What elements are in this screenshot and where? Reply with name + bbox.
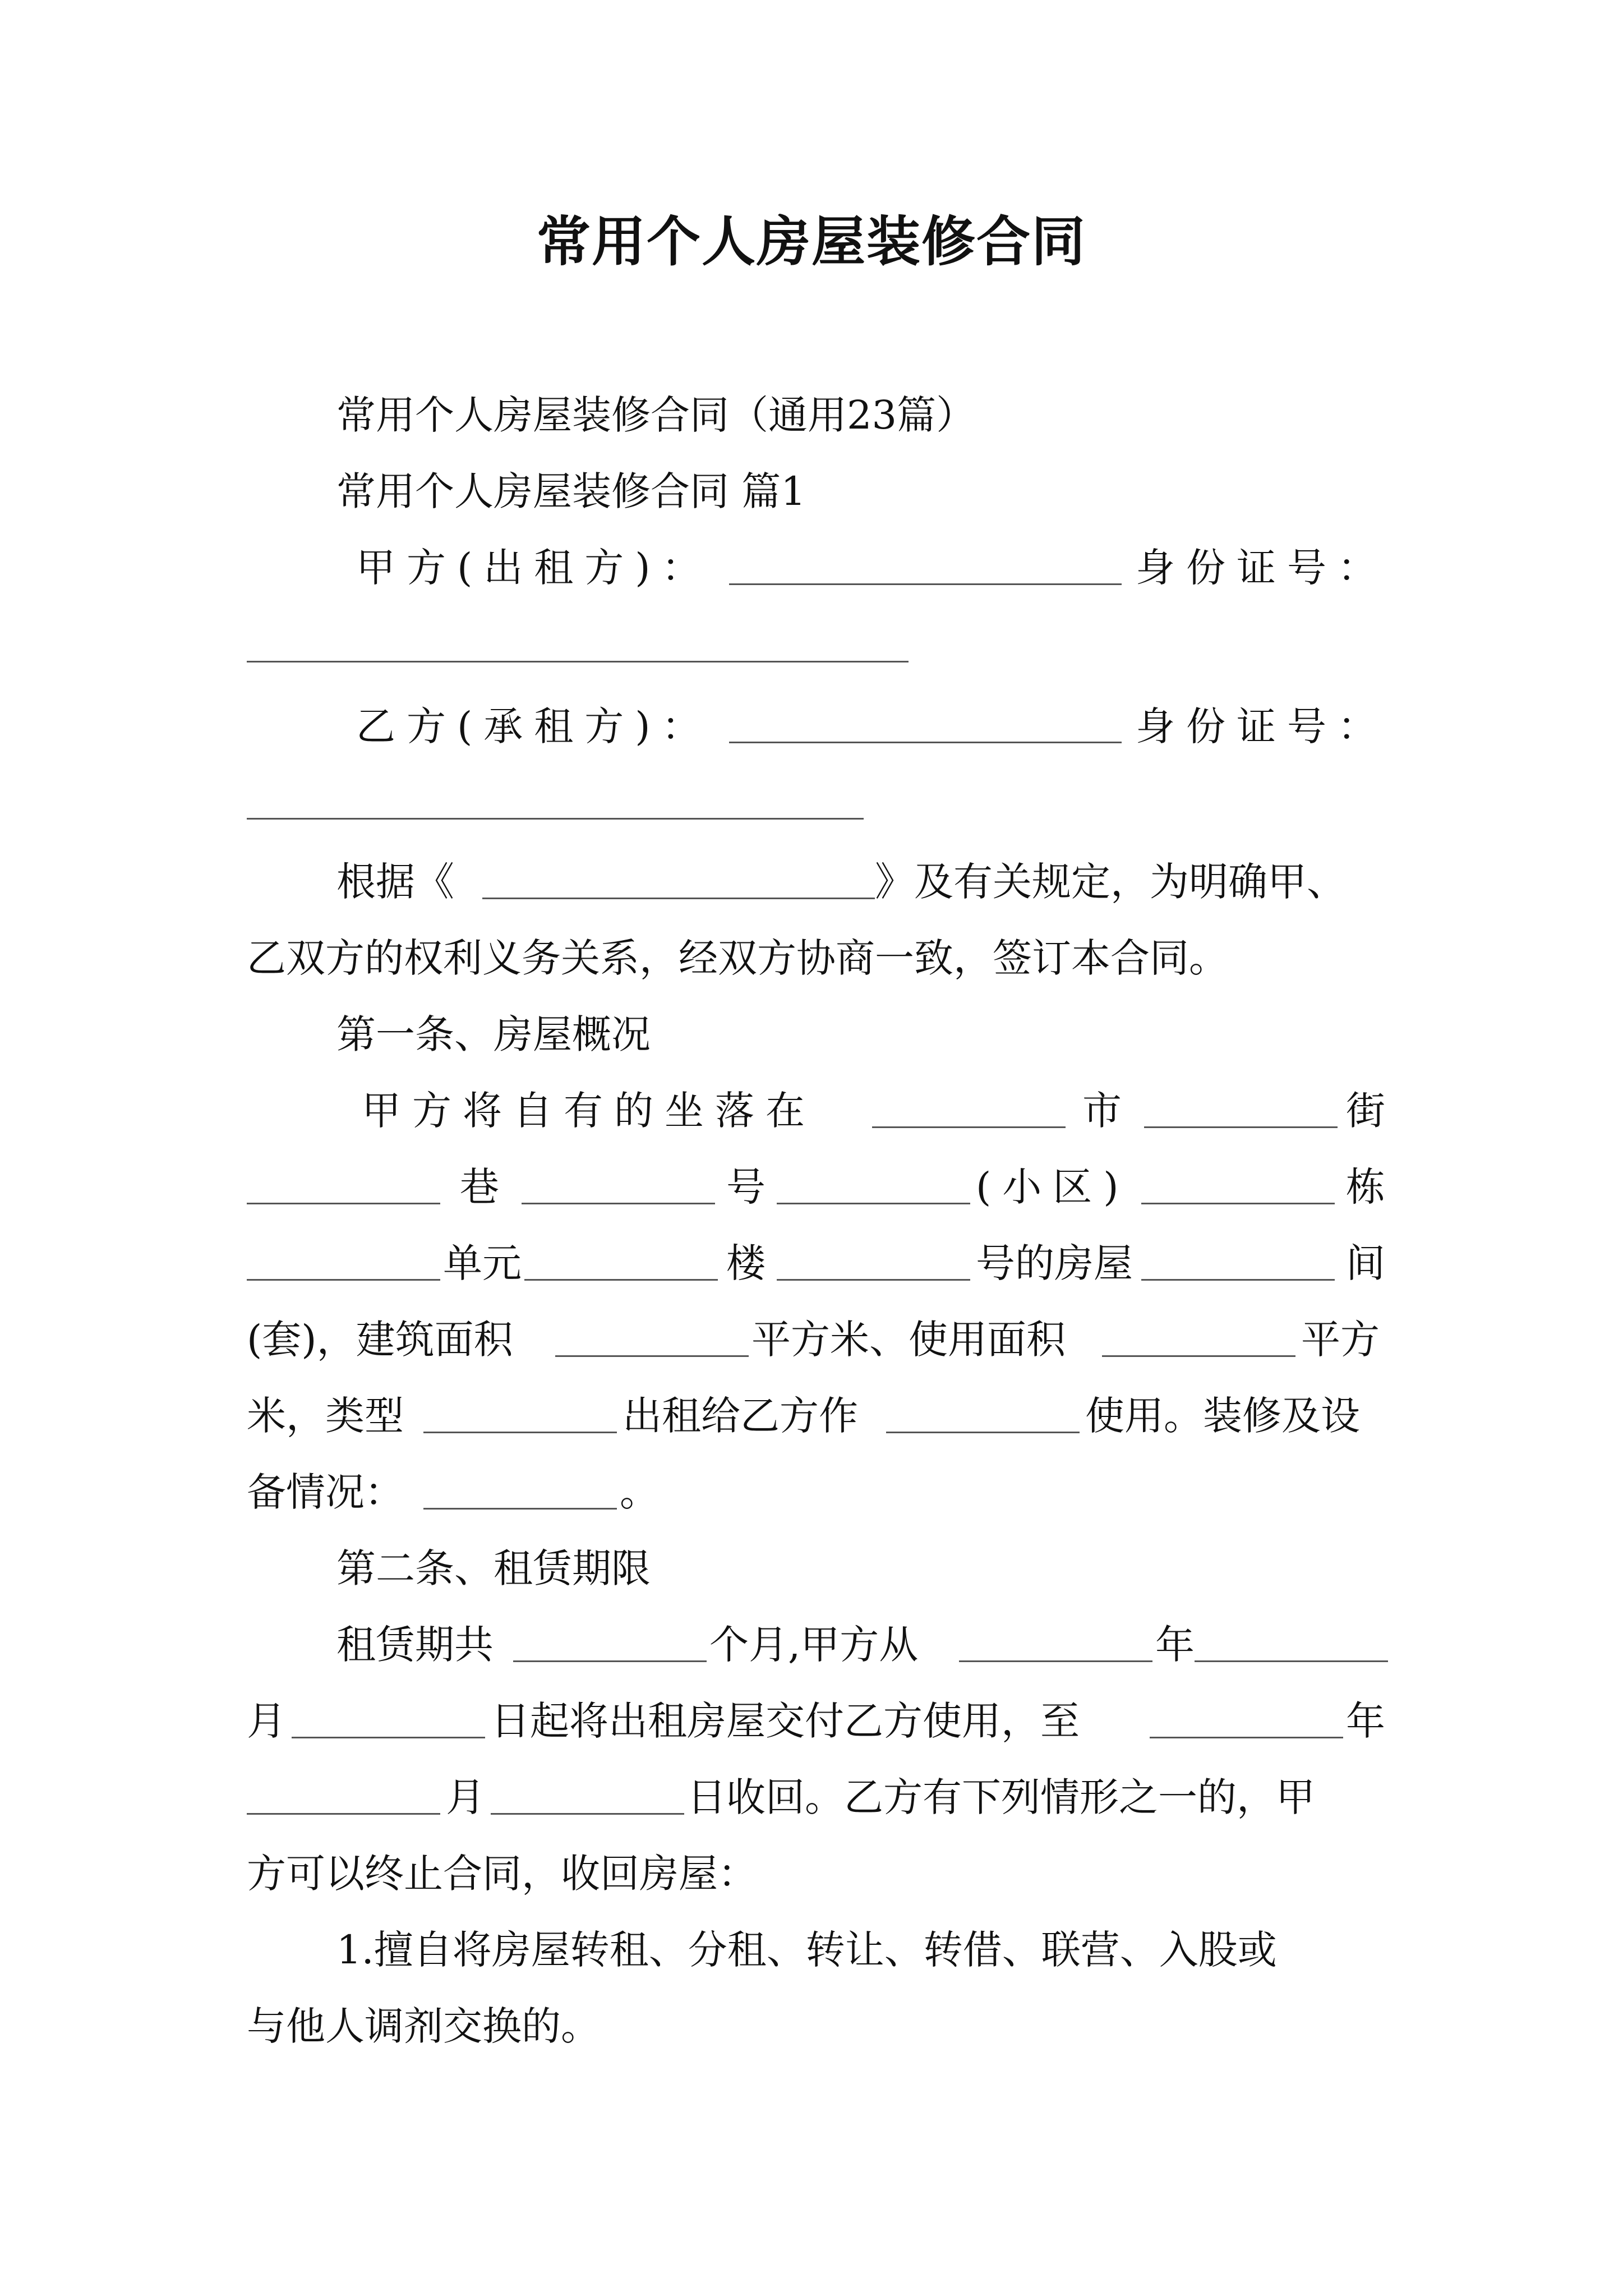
a2-l2-c: 年 (1346, 1698, 1385, 1744)
a1-l2-d: 栋 (1346, 1164, 1385, 1210)
party-a-name-blank (729, 583, 1122, 585)
blank-equipment (423, 1508, 617, 1510)
blank-floor (524, 1279, 718, 1281)
document-subtitle: 常用个人房屋装修合同（通用23篇） (336, 392, 976, 438)
party-a-label: 甲方(出租方)： (356, 545, 712, 591)
blank-number (522, 1203, 715, 1204)
a1-l5-b: 出租给乙方作 (623, 1393, 858, 1439)
blank-end-day (491, 1813, 684, 1815)
a1-l1-a: 甲方将自有的坐落在 (362, 1088, 816, 1134)
a1-l2-b: 号 (726, 1164, 766, 1210)
basis-law-blank (482, 898, 875, 899)
a1-l4-b: 平方米、使用面积 (751, 1317, 1066, 1363)
a1-l5-c: 使用。装修及设 (1085, 1393, 1360, 1439)
article1-heading: 第一条、房屋概况 (336, 1011, 651, 1057)
blank-start-month (1195, 1660, 1388, 1662)
blank-end-month (247, 1813, 440, 1815)
blank-type (423, 1432, 617, 1433)
blank-built-area (555, 1355, 749, 1357)
a2-l1-b: 个月,甲方从 (709, 1622, 919, 1668)
blank-usable-area (1102, 1355, 1295, 1357)
a1-l2-a: 巷 (460, 1164, 499, 1210)
party-b-id-label: 身份证号： (1136, 703, 1388, 749)
basis-para-start: 根据《 (336, 859, 454, 905)
a1-l4-a: (套)，建筑面积 (247, 1317, 513, 1363)
part-heading: 常用个人房屋装修合同 篇1 (336, 468, 806, 514)
blank-building (1141, 1203, 1335, 1204)
blank-city (872, 1126, 1066, 1128)
a1-l4-c: 平方 (1301, 1317, 1380, 1363)
a2-l1-c: 年 (1155, 1622, 1195, 1668)
article2-heading: 第二条、租赁期限 (336, 1545, 651, 1591)
a1-l3-c: 号的房屋 (976, 1240, 1133, 1286)
item1-line2: 与他人调剂交换的。 (247, 2003, 600, 2049)
a2-l2-b: 日起将出租房屋交付乙方使用，至 (491, 1698, 1080, 1744)
a1-l3-d: 间 (1346, 1240, 1385, 1286)
a1-l3-b: 楼 (726, 1240, 766, 1286)
party-b-id-blank (247, 818, 864, 820)
document-title: 常用个人房屋装修合同 (537, 210, 1086, 273)
blank-street (1144, 1126, 1338, 1128)
a1-l6-a: 备情况： (247, 1469, 404, 1515)
a2-l3-a: 月 (446, 1774, 485, 1820)
party-a-id-label: 身份证号： (1136, 545, 1388, 591)
blank-start-day (292, 1737, 485, 1738)
party-b-name-blank (729, 742, 1122, 743)
basis-para-line2: 乙双方的权利义务关系，经双方协商一致，签订本合同。 (247, 935, 1228, 981)
basis-para-end: 》及有关规定，为明确甲、 (875, 859, 1346, 905)
blank-months (513, 1660, 707, 1662)
blank-start-year (959, 1660, 1152, 1662)
item1-line1: 1.擅自将房屋转租、分租、转让、转借、联营、入股或 (336, 1927, 1277, 1973)
blank-room (777, 1279, 970, 1281)
a2-l2-a: 月 (247, 1698, 286, 1744)
a2-l1-a: 租赁期共 (336, 1622, 494, 1668)
a1-l5-a: 米，类型 (247, 1393, 404, 1439)
party-b-label: 乙方(承租方)： (356, 703, 712, 749)
blank-unit (247, 1279, 440, 1281)
a1-l3-a: 单元 (443, 1240, 522, 1286)
a1-l1-c: 街 (1346, 1088, 1385, 1134)
blank-purpose (886, 1432, 1080, 1433)
a1-l2-c: (小区) (976, 1164, 1130, 1210)
a2-l4: 方可以终止合同，收回房屋： (247, 1851, 757, 1897)
party-a-id-blank (247, 661, 909, 662)
blank-rooms (1141, 1279, 1335, 1281)
a1-l6-b: 。 (620, 1469, 659, 1515)
a1-l1-b: 市 (1082, 1088, 1122, 1134)
a2-l3-b: 日收回。乙方有下列情形之一的，甲 (687, 1774, 1315, 1820)
blank-community (777, 1203, 970, 1204)
blank-end-year (1150, 1737, 1343, 1738)
blank-lane (247, 1203, 440, 1204)
